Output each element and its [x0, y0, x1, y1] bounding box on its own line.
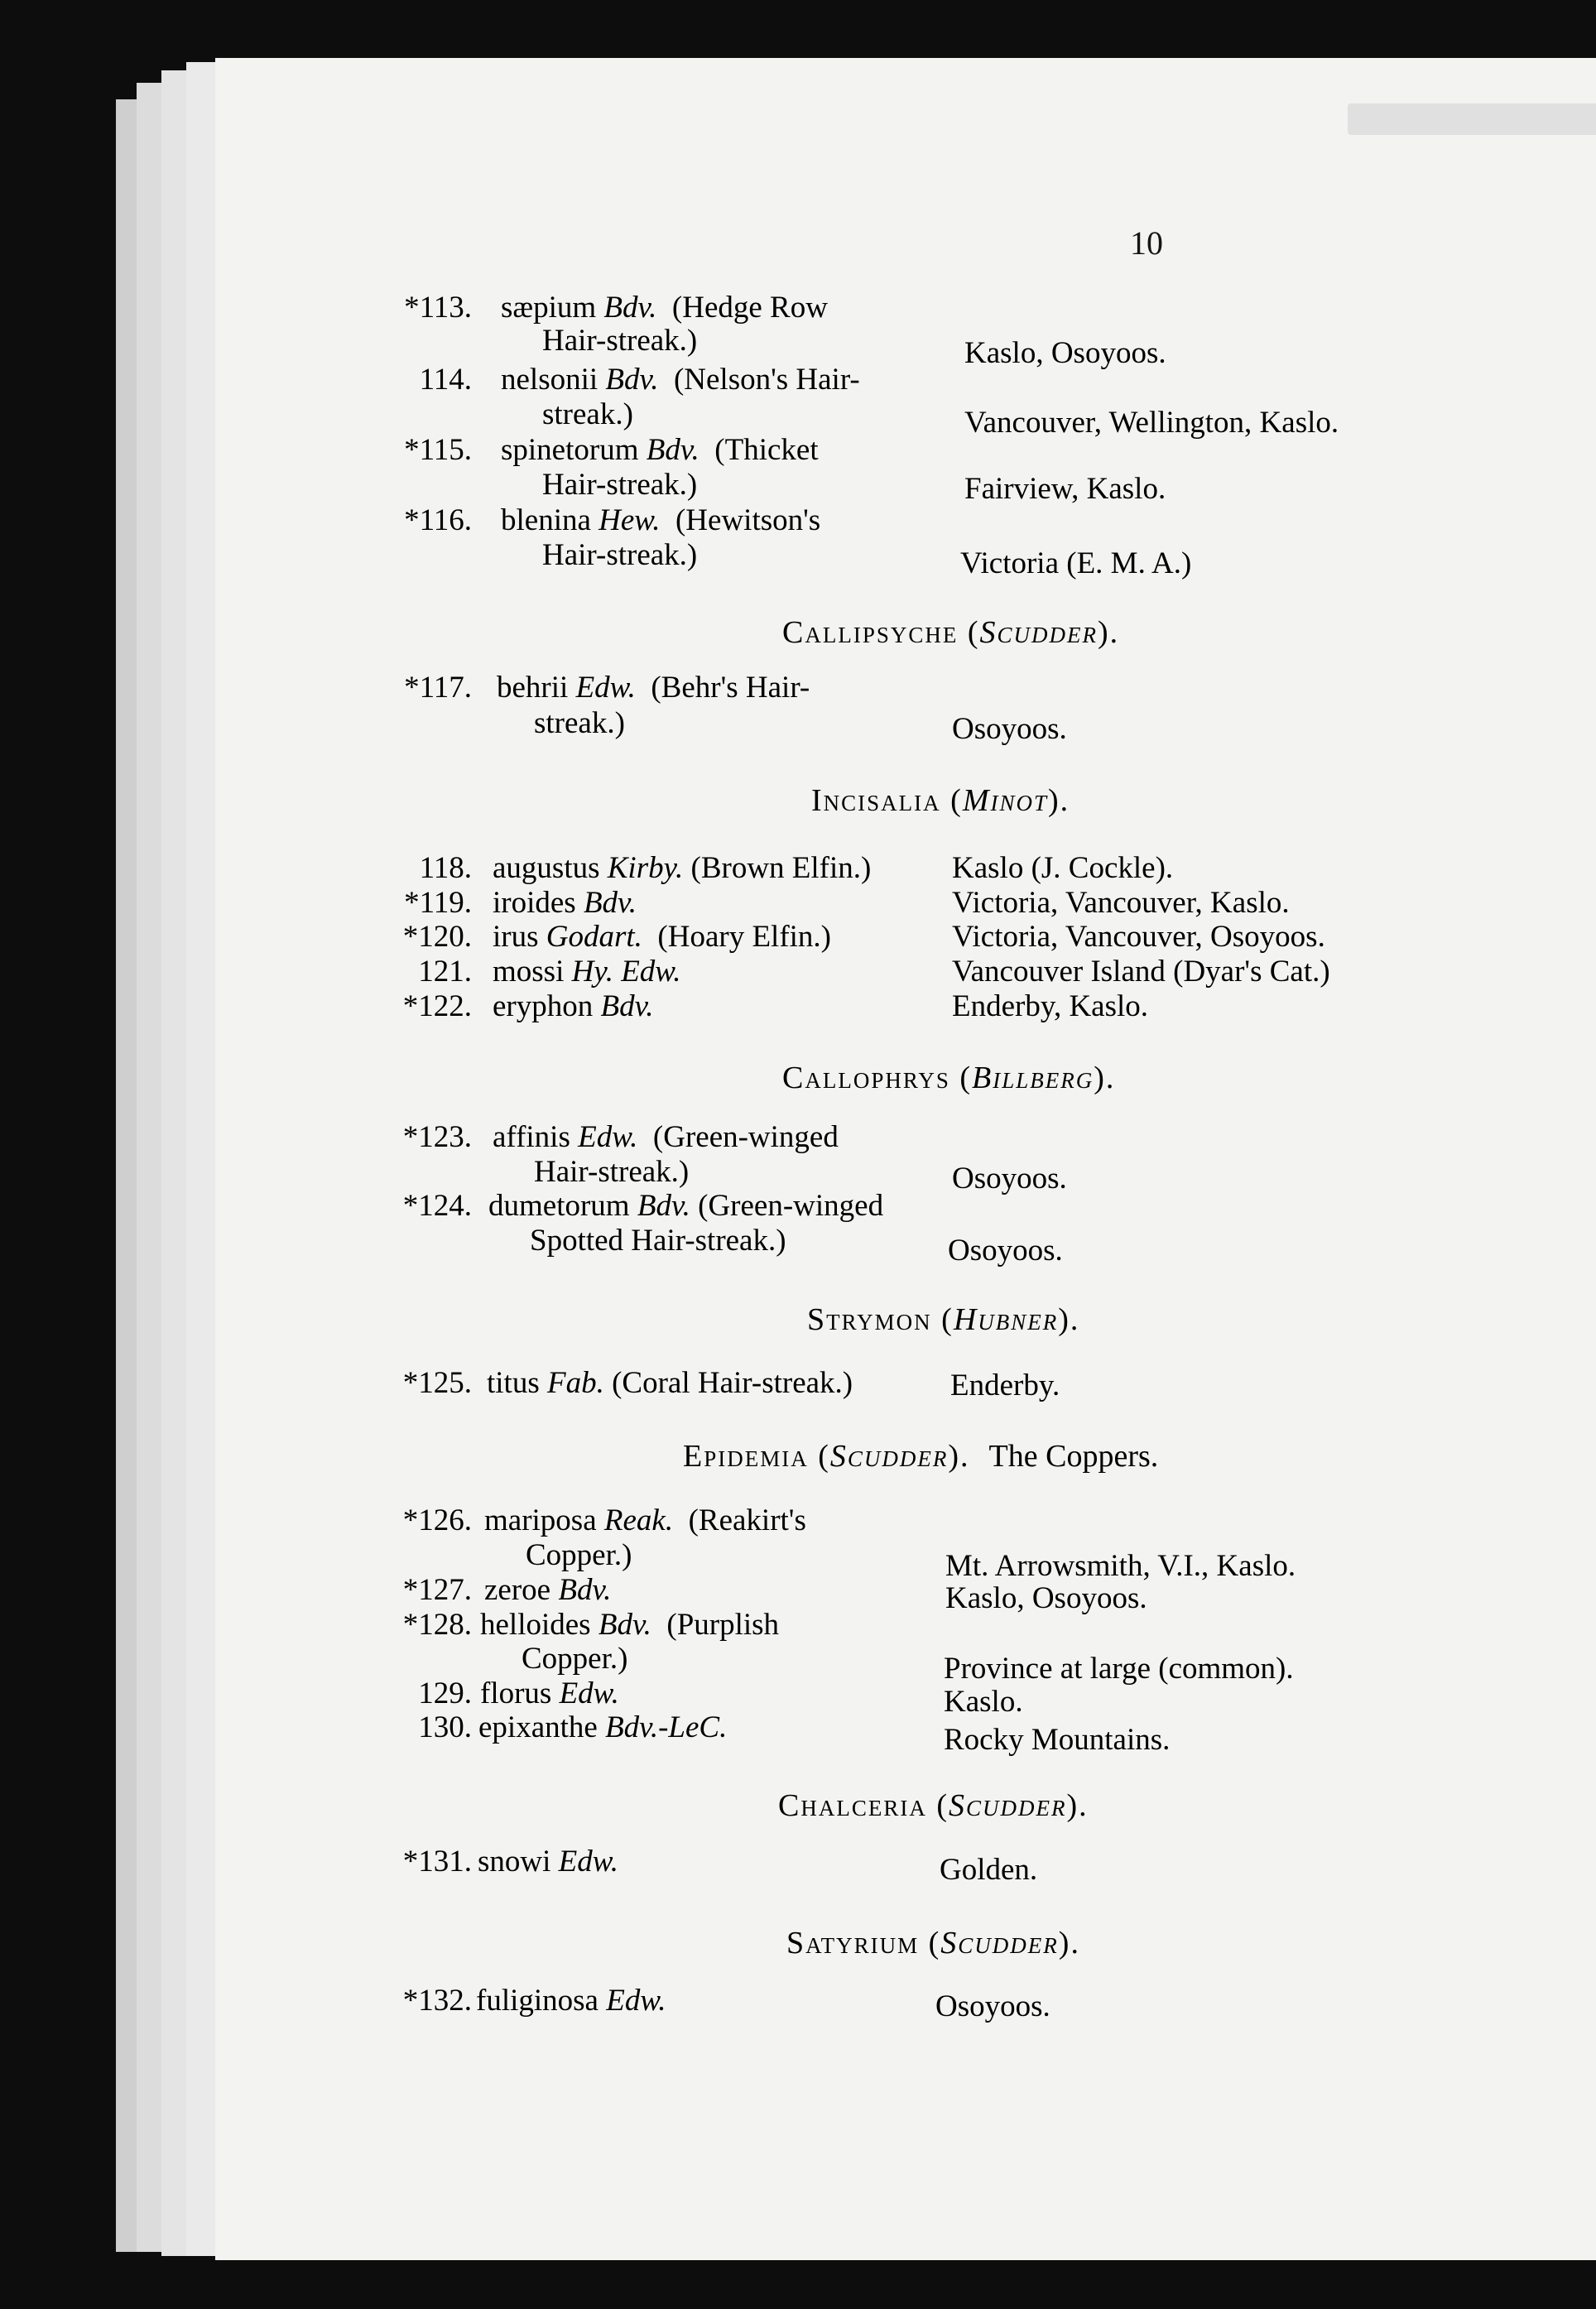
entry-number: 114.	[419, 363, 472, 397]
entry-common-name: Copper.)	[522, 1642, 628, 1676]
entry-common-name: Hair-streak.)	[542, 324, 698, 358]
entry-number: *113.	[404, 291, 472, 325]
entry-number: *116.	[404, 503, 472, 537]
entry-number: *128.	[402, 1608, 472, 1642]
entry-locality: Mt. Arrowsmith, V.I., Kaslo.	[945, 1549, 1296, 1583]
entry-species: mossi Hy. Edw.	[493, 955, 681, 989]
entry-locality: Enderby.	[950, 1369, 1060, 1402]
entry-species: spinetorum Bdv. (Thicket	[501, 433, 819, 467]
entry-number: *120.	[402, 920, 472, 954]
entry-species: affinis Edw. (Green-winged	[493, 1120, 839, 1154]
entry-locality: Golden.	[940, 1853, 1038, 1887]
entry-locality: Victoria, Vancouver, Kaslo.	[952, 886, 1290, 920]
entry-number: *132.	[402, 1984, 472, 2018]
entry-species: nelsonii Bdv. (Nelson's Hair-	[501, 363, 860, 397]
entry-species: snowi Edw.	[478, 1845, 618, 1878]
entry-species: mariposa Reak. (Reakirt's	[484, 1503, 806, 1537]
genus-heading: Satyrium (Scudder).	[786, 1926, 1080, 1960]
page-tab	[1348, 103, 1596, 135]
entry-locality: Kaslo, Osoyoos.	[945, 1581, 1147, 1615]
entry-number: 130.	[418, 1710, 472, 1744]
genus-heading: Strymon (Hubner).	[807, 1302, 1080, 1337]
entry-number: *124.	[402, 1189, 472, 1223]
entry-locality: Kaslo.	[944, 1685, 1023, 1719]
entry-locality: Fairview, Kaslo.	[964, 472, 1166, 506]
entry-species: augustus Kirby. (Brown Elfin.)	[493, 851, 872, 885]
entry-common-name: Hair-streak.)	[542, 468, 698, 502]
entry-number: 129.	[418, 1676, 472, 1710]
genus-heading: Callipsyche (Scudder).	[782, 615, 1120, 650]
entry-locality: Enderby, Kaslo.	[952, 989, 1149, 1023]
entry-species: behrii Edw. (Behr's Hair-	[497, 671, 810, 705]
entry-number: *126.	[402, 1503, 472, 1537]
page-number: 10	[1130, 224, 1163, 262]
entry-locality: Osoyoos.	[948, 1234, 1063, 1268]
entry-number: *125.	[402, 1366, 472, 1400]
entry-species: irus Godart. (Hoary Elfin.)	[493, 920, 831, 954]
genus-heading: Chalceria (Scudder).	[778, 1788, 1089, 1823]
entry-number: *122.	[402, 989, 472, 1023]
genus-heading: Callophrys (Billberg).	[782, 1061, 1116, 1095]
entry-number: 118.	[419, 851, 472, 885]
entry-common-name: Hair-streak.)	[534, 1155, 690, 1189]
entry-number: *131.	[402, 1845, 472, 1878]
entry-number: *117.	[404, 671, 472, 705]
entry-species: epixanthe Bdv.-LeC.	[478, 1710, 728, 1744]
entry-number: *123.	[402, 1120, 472, 1154]
entry-locality: Victoria (E. M. A.)	[960, 546, 1192, 580]
entry-number: 121.	[418, 955, 472, 989]
entry-locality: Vancouver, Wellington, Kaslo.	[964, 406, 1339, 440]
entry-species: titus Fab. (Coral Hair-streak.)	[487, 1366, 853, 1400]
entry-locality: Osoyoos.	[935, 1989, 1050, 2023]
entry-species: sæpium Bdv. (Hedge Row	[501, 291, 828, 325]
entry-locality: Osoyoos.	[952, 1162, 1067, 1195]
entry-locality: Osoyoos.	[952, 712, 1067, 746]
entry-number: *127.	[402, 1573, 472, 1607]
entry-species: florus Edw.	[480, 1676, 619, 1710]
entry-number: *115.	[404, 433, 472, 467]
entry-species: fuliginosa Edw.	[476, 1984, 666, 2018]
entry-species: iroides Bdv.	[493, 886, 637, 920]
genus-heading: Incisalia (Minot).	[811, 783, 1070, 818]
entry-locality: Rocky Mountains.	[944, 1723, 1171, 1757]
entry-species: helloides Bdv. (Purplish	[480, 1608, 780, 1642]
entry-common-name: streak.)	[542, 397, 633, 431]
genus-heading: Epidemia (Scudder). The Coppers.	[683, 1439, 1159, 1474]
entry-common-name: streak.)	[534, 706, 625, 740]
entry-species: dumetorum Bdv. (Green-winged	[488, 1189, 884, 1223]
entry-species: zeroe Bdv.	[484, 1573, 612, 1607]
entry-locality: Vancouver Island (Dyar's Cat.)	[952, 955, 1330, 989]
entry-common-name: Hair-streak.)	[542, 538, 698, 572]
entry-locality: Victoria, Vancouver, Osoyoos.	[952, 920, 1325, 954]
entry-locality: Kaslo (J. Cockle).	[952, 851, 1174, 885]
entry-locality: Province at large (common).	[944, 1652, 1294, 1686]
entry-common-name: Copper.)	[526, 1538, 632, 1572]
entry-species: blenina Hew. (Hewitson's	[501, 503, 821, 537]
entry-locality: Kaslo, Osoyoos.	[964, 336, 1166, 370]
entry-species: eryphon Bdv.	[493, 989, 654, 1023]
entry-common-name: Spotted Hair-streak.)	[530, 1224, 786, 1258]
entry-number: *119.	[404, 886, 472, 920]
